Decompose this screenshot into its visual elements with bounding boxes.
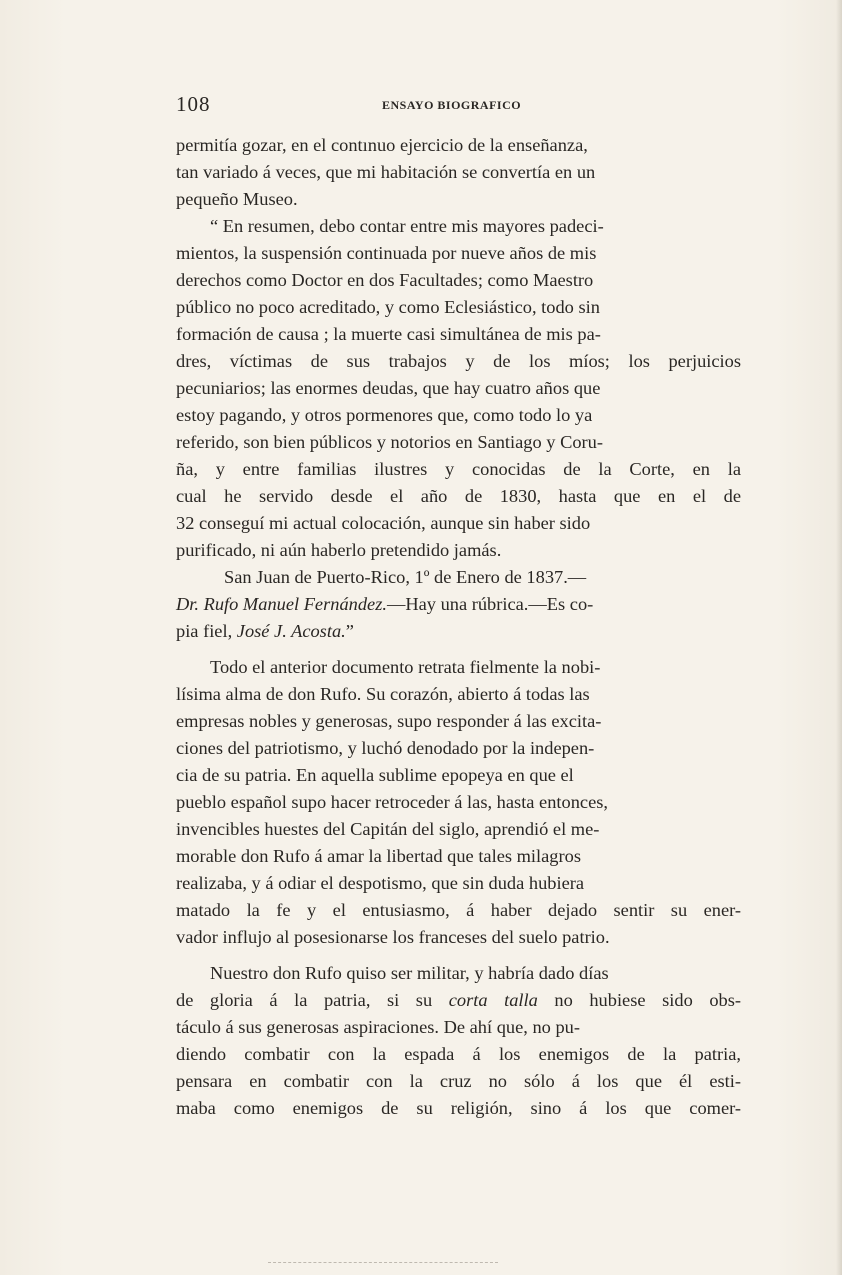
line-text: pueblo español supo hacer retroceder á las, hasta entonces,: [176, 792, 609, 812]
line-text: cia de su patria. En aquella sublime epopeya en que el: [176, 765, 574, 785]
text-line: [176, 987, 741, 1014]
text-line: [176, 213, 741, 240]
line-text: matado la fe y el entusiasmo, á haber dejado sentir su ener-: [176, 900, 741, 920]
copy-attestor: José J. Acosta.: [236, 621, 346, 641]
text-line: [176, 375, 741, 402]
text-line: [176, 843, 741, 870]
line-text: pequeño Museo.: [176, 189, 298, 209]
page-number: 108: [176, 92, 211, 116]
closing-quote: ”: [345, 621, 354, 641]
line-text: San Juan de Puerto-Rico, 1º de Enero de 1837.—: [224, 567, 587, 587]
text-line: [176, 186, 741, 213]
text-line: [176, 537, 741, 564]
text-line: [176, 1095, 741, 1122]
line-text: estoy pagando, y otros pormenores que, como todo lo ya: [176, 405, 593, 425]
running-title: ENSAYO BIOGRAFICO: [382, 98, 522, 112]
line-text: pecuniarios; las enormes deudas, que hay cuatro años que: [176, 378, 601, 398]
text-line: [176, 960, 741, 987]
line-text: maba como enemigos de su religión, sino á los que comer-: [176, 1098, 741, 1118]
line-text: invencibles huestes del Capitán del siglo, aprendió el me-: [176, 819, 600, 839]
line-text: Todo el anterior documento retrata fielmente la nobi-: [210, 657, 601, 677]
line-text-with-italic: [176, 987, 741, 1014]
line-text: purificado, ni aún haberlo pretendido jamás.: [176, 540, 502, 560]
text-line: [176, 924, 741, 951]
text-line: [176, 681, 741, 708]
line-text: cual he servido desde el año de 1830, hasta que en el de: [176, 486, 741, 506]
page-edge-shadow: [836, 0, 842, 1275]
signature-line-text: [176, 591, 593, 618]
short-stature-phrase: corta talla: [448, 990, 538, 1010]
line-text: referido, son bien públicos y notorios en Santiago y Coru-: [176, 432, 603, 452]
text-line: [176, 1014, 741, 1041]
line-text: Nuestro don Rufo quiso ser militar, y habría dado días: [210, 963, 609, 983]
line-text: lísima alma de don Rufo. Su corazón, abierto á todas las: [176, 684, 590, 704]
text-line: [176, 816, 741, 843]
copy-prefix: pia fiel,: [176, 621, 237, 641]
text-line: [176, 1041, 741, 1068]
line-text: tan variado á veces, que mi habitación se convertía en un: [176, 162, 596, 182]
line-text: diendo combatir con la espada á los enemigos de la patria,: [176, 1044, 741, 1064]
line-text: “ En resumen, debo contar entre mis mayores padeci-: [210, 216, 604, 236]
text-line: [176, 267, 741, 294]
text-line: [176, 510, 741, 537]
line-text: permitía gozar, en el contınuo ejercicio de la enseñanza,: [176, 135, 588, 155]
text-line: [176, 897, 741, 924]
signature-name: Dr. Rufo Manuel Fernández.: [176, 594, 387, 614]
text-line: [176, 429, 741, 456]
text-line: [176, 159, 741, 186]
text-line: [176, 321, 741, 348]
text-line: [176, 789, 741, 816]
signature-line: [176, 591, 741, 618]
line-text: vador influjo al posesionarse los franceses del suelo patrio.: [176, 927, 610, 947]
line-text: dres, víctimas de sus trabajos y de los míos; los perjuicios: [176, 351, 741, 371]
text-line: [176, 294, 741, 321]
text-line: [176, 402, 741, 429]
line-text: formación de causa ; la muerte casi simultánea de mis pa-: [176, 324, 601, 344]
line-text: público no poco acreditado, y como Eclesiástico, todo sin: [176, 297, 600, 317]
text-line: [176, 483, 741, 510]
line-segment: no hubiese sido obs-: [537, 990, 742, 1010]
text-line: [176, 708, 741, 735]
text-line: [176, 762, 741, 789]
line-segment: de gloria á la patria, si su: [176, 990, 449, 1010]
text-line: [176, 1068, 741, 1095]
text-line: [176, 654, 741, 681]
line-text: realizaba, y á odiar el despotismo, que sin duda hubiera: [176, 873, 585, 893]
bottom-edge-mark: [268, 1262, 498, 1265]
text-line: [176, 456, 741, 483]
signature-date-line: [176, 564, 741, 591]
line-text: morable don Rufo á amar la libertad que tales milagros: [176, 846, 581, 866]
copy-line: [176, 618, 741, 645]
line-text: ciones del patriotismo, y luchó denodado por la indepen-: [176, 738, 595, 758]
running-head: [176, 92, 741, 118]
line-text: mientos, la suspensión continuada por nueve años de mis: [176, 243, 597, 263]
line-text: empresas nobles y generosas, supo responder á las excita-: [176, 711, 602, 731]
text-line: [176, 735, 741, 762]
line-text: ña, y entre familias ilustres y conocidas de la Corte, en la: [176, 459, 741, 479]
line-text: táculo á sus generosas aspiraciones. De ahí que, no pu-: [176, 1017, 580, 1037]
signature-tail: —Hay una rúbrica.—Es co-: [386, 594, 594, 614]
text-line: [176, 132, 741, 159]
line-text: pensara en combatir con la cruz no sólo á los que él esti-: [176, 1071, 741, 1091]
line-text: 32 conseguí mi actual colocación, aunque sin haber sido: [176, 513, 591, 533]
line-text: derechos como Doctor en dos Facultades; como Maestro: [176, 270, 594, 290]
text-line: [176, 870, 741, 897]
body-text: [176, 132, 741, 1122]
copy-line-text: [176, 618, 354, 645]
text-line: [176, 348, 741, 375]
text-line: [176, 240, 741, 267]
